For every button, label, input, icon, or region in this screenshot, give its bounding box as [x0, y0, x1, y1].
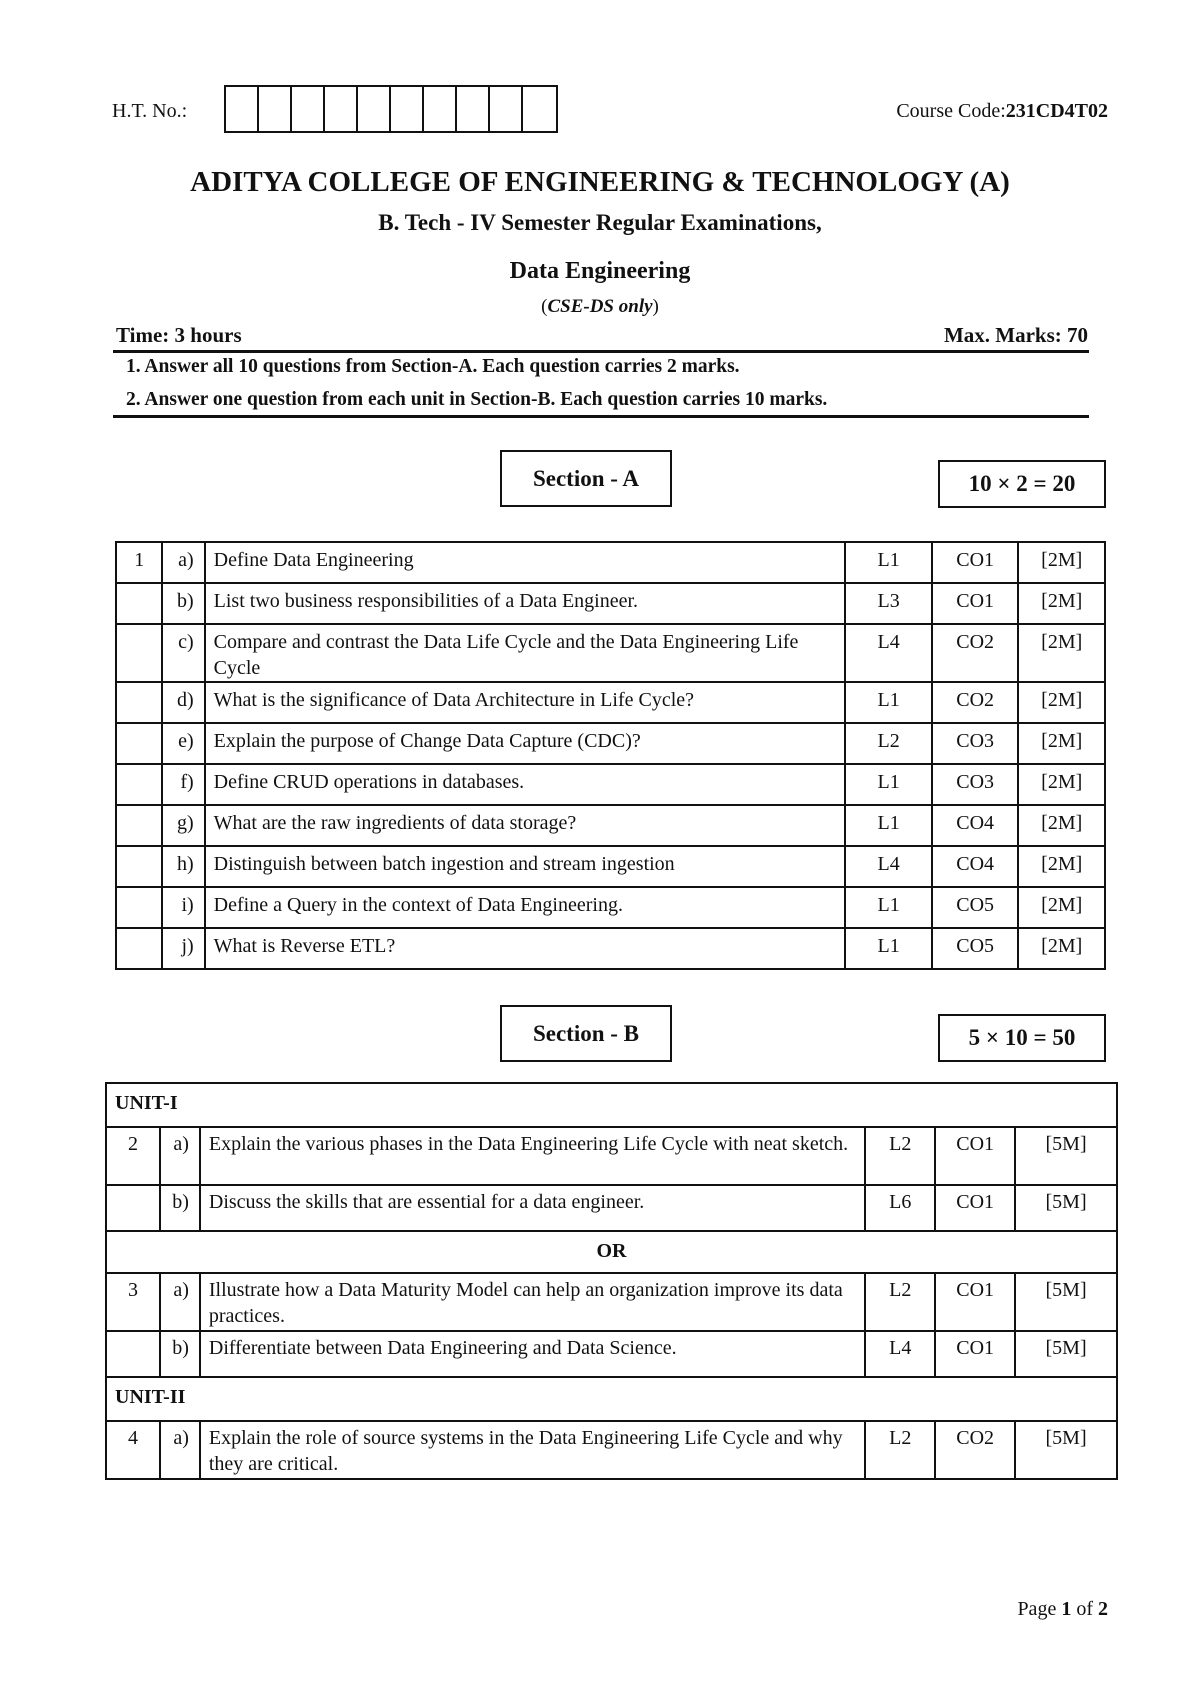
ht-number-box	[523, 87, 556, 131]
branch-note	[0, 296, 1200, 318]
instruction-2: 2. Answer one question from each unit in Section-B. Each question carries 10 marks.	[126, 389, 828, 410]
question-number: 3	[106, 1273, 160, 1331]
question-row	[116, 887, 1105, 928]
question-3a-row	[106, 1273, 1117, 1331]
bloom-level: L1	[845, 542, 932, 583]
question-text: List two business responsibilities of a Data Engineer.	[205, 583, 846, 624]
question-text: Differentiate between Data Engineering and Data Science.	[200, 1331, 865, 1377]
sub-question-label: g)	[162, 805, 204, 846]
question-row	[116, 764, 1105, 805]
question-number-empty	[116, 805, 162, 846]
unit-2-label: UNIT-II	[106, 1377, 1117, 1421]
question-2a-row	[106, 1127, 1117, 1185]
question-number: 2	[106, 1127, 160, 1185]
marks: [5M]	[1015, 1331, 1117, 1377]
section-a-marks: 10 × 2 = 20	[938, 460, 1106, 508]
question-row	[116, 542, 1105, 583]
bloom-level: L2	[845, 723, 932, 764]
bloom-level: L2	[865, 1421, 935, 1479]
page-label: Page	[1017, 1598, 1057, 1620]
question-number-empty	[116, 682, 162, 723]
question-number: 4	[106, 1421, 160, 1479]
question-text: Define a Query in the context of Data Engineering.	[205, 887, 846, 928]
marks: [2M]	[1018, 583, 1105, 624]
branch-value: CSE-DS only	[547, 296, 653, 317]
marks: [2M]	[1018, 764, 1105, 805]
course-outcome: CO2	[935, 1421, 1015, 1479]
question-text: What is Reverse ETL?	[205, 928, 846, 969]
course-outcome: CO5	[932, 928, 1019, 969]
question-row	[116, 723, 1105, 764]
course-outcome: CO1	[935, 1273, 1015, 1331]
sub-question-label: b)	[160, 1331, 200, 1377]
question-number: 1	[116, 542, 162, 583]
branch-close-paren: )	[652, 296, 659, 317]
course-outcome: CO2	[932, 624, 1019, 682]
marks: [5M]	[1015, 1127, 1117, 1185]
question-text: Illustrate how a Data Maturity Model can help an organization improve its data practices.	[200, 1273, 865, 1331]
or-label: OR	[106, 1231, 1117, 1273]
bloom-level: L1	[845, 764, 932, 805]
bloom-level: L2	[865, 1273, 935, 1331]
question-text: Define Data Engineering	[205, 542, 846, 583]
question-text: What are the raw ingredients of data storage?	[205, 805, 846, 846]
bloom-level: L4	[865, 1331, 935, 1377]
marks: [5M]	[1015, 1421, 1117, 1479]
bloom-level: L3	[845, 583, 932, 624]
page-footer	[1017, 1598, 1108, 1621]
question-text: Define CRUD operations in databases.	[205, 764, 846, 805]
of-label: of	[1076, 1598, 1093, 1620]
question-row	[116, 928, 1105, 969]
course-outcome: CO1	[932, 542, 1019, 583]
question-4a-row	[106, 1421, 1117, 1479]
marks: [2M]	[1018, 624, 1105, 682]
question-row	[116, 805, 1105, 846]
question-number-empty	[116, 887, 162, 928]
page-number: 1	[1061, 1598, 1072, 1620]
marks: [2M]	[1018, 928, 1105, 969]
question-number-empty	[116, 583, 162, 624]
sub-question-label: a)	[160, 1127, 200, 1185]
unit-2-header	[106, 1377, 1117, 1421]
question-number-empty	[106, 1185, 160, 1231]
marks: [2M]	[1018, 542, 1105, 583]
ht-number-label: H.T. No.:	[112, 100, 188, 122]
question-number-empty	[116, 723, 162, 764]
marks: [5M]	[1015, 1185, 1117, 1231]
question-text: Distinguish between batch ingestion and stream ingestion	[205, 846, 846, 887]
section-b-marks: 5 × 10 = 50	[938, 1014, 1106, 1062]
course-outcome: CO3	[932, 764, 1019, 805]
course-code-label: Course Code:	[896, 100, 1006, 122]
top-divider	[113, 350, 1089, 353]
sub-question-label: j)	[162, 928, 204, 969]
ht-number-box	[226, 87, 259, 131]
subject-title: Data Engineering	[509, 258, 691, 284]
question-row	[116, 583, 1105, 624]
branch-open-paren: (	[541, 296, 548, 317]
unit-1-header	[106, 1083, 1117, 1127]
sub-question-label: e)	[162, 723, 204, 764]
bloom-level: L2	[865, 1127, 935, 1185]
course-outcome: CO1	[935, 1127, 1015, 1185]
sub-question-label: a)	[160, 1421, 200, 1479]
exam-title: B. Tech - IV Semester Regular Examinations,	[378, 210, 822, 235]
sub-question-label: b)	[160, 1185, 200, 1231]
bloom-level: L1	[845, 887, 932, 928]
question-number-empty	[116, 624, 162, 682]
course-outcome: CO1	[935, 1185, 1015, 1231]
question-number-empty	[106, 1331, 160, 1377]
course-outcome: CO5	[932, 887, 1019, 928]
sub-question-label: i)	[162, 887, 204, 928]
sub-question-label: d)	[162, 682, 204, 723]
question-number-empty	[116, 846, 162, 887]
question-text: What is the significance of Data Architecture in Life Cycle?	[205, 682, 846, 723]
section-b-table	[105, 1082, 1118, 1480]
or-separator	[106, 1231, 1117, 1273]
question-2b-row	[106, 1185, 1117, 1231]
course-outcome: CO4	[932, 846, 1019, 887]
question-text: Explain the purpose of Change Data Capture (CDC)?	[205, 723, 846, 764]
question-text: Explain the various phases in the Data Engineering Life Cycle with neat sketch.	[200, 1127, 865, 1185]
marks: [5M]	[1015, 1273, 1117, 1331]
question-text: Compare and contrast the Data Life Cycle and the Data Engineering Life Cycle	[205, 624, 846, 682]
ht-number-boxes	[224, 85, 558, 133]
course-outcome: CO3	[932, 723, 1019, 764]
page-total: 2	[1098, 1598, 1108, 1620]
course-outcome: CO1	[935, 1331, 1015, 1377]
question-text: Explain the role of source systems in the Data Engineering Life Cycle and why they are critical.	[200, 1421, 865, 1479]
marks: [2M]	[1018, 682, 1105, 723]
bloom-level: L4	[845, 624, 932, 682]
question-number-empty	[116, 764, 162, 805]
ht-number-box	[490, 87, 523, 131]
ht-number-box	[457, 87, 490, 131]
course-outcome: CO4	[932, 805, 1019, 846]
section-a-table	[115, 541, 1106, 970]
sub-question-label: f)	[162, 764, 204, 805]
course-outcome: CO2	[932, 682, 1019, 723]
bloom-level: L4	[845, 846, 932, 887]
question-text: Discuss the skills that are essential for a data engineer.	[200, 1185, 865, 1231]
college-name: ADITYA COLLEGE OF ENGINEERING & TECHNOLOGY (A)	[190, 166, 1010, 198]
question-row	[116, 624, 1105, 682]
marks: [2M]	[1018, 846, 1105, 887]
max-marks: Max. Marks: 70	[943, 323, 1088, 347]
ht-number-box	[259, 87, 292, 131]
bottom-divider	[113, 415, 1089, 418]
bloom-level: L1	[845, 805, 932, 846]
sub-question-label: b)	[162, 583, 204, 624]
ht-number-box	[358, 87, 391, 131]
question-row	[116, 846, 1105, 887]
ht-number-box	[391, 87, 424, 131]
question-3b-row	[106, 1331, 1117, 1377]
marks: [2M]	[1018, 805, 1105, 846]
ht-number-box	[325, 87, 358, 131]
sub-question-label: a)	[160, 1273, 200, 1331]
marks: [2M]	[1018, 887, 1105, 928]
unit-1-label: UNIT-I	[106, 1083, 1117, 1127]
bloom-level: L6	[865, 1185, 935, 1231]
question-number-empty	[116, 928, 162, 969]
sub-question-label: a)	[162, 542, 204, 583]
sub-question-label: c)	[162, 624, 204, 682]
section-a-title: Section - A	[500, 450, 672, 507]
instruction-1: 1. Answer all 10 questions from Section-A. Each question carries 2 marks.	[126, 356, 740, 377]
ht-number-box	[424, 87, 457, 131]
question-row	[116, 682, 1105, 723]
course-code-value: 231CD4T02	[1005, 100, 1108, 122]
section-b-title: Section - B	[500, 1005, 672, 1062]
marks: [2M]	[1018, 723, 1105, 764]
ht-number-box	[292, 87, 325, 131]
course-outcome: CO1	[932, 583, 1019, 624]
bloom-level: L1	[845, 928, 932, 969]
exam-duration: Time: 3 hours	[116, 323, 242, 347]
bloom-level: L1	[845, 682, 932, 723]
sub-question-label: h)	[162, 846, 204, 887]
course-code	[896, 100, 1108, 123]
